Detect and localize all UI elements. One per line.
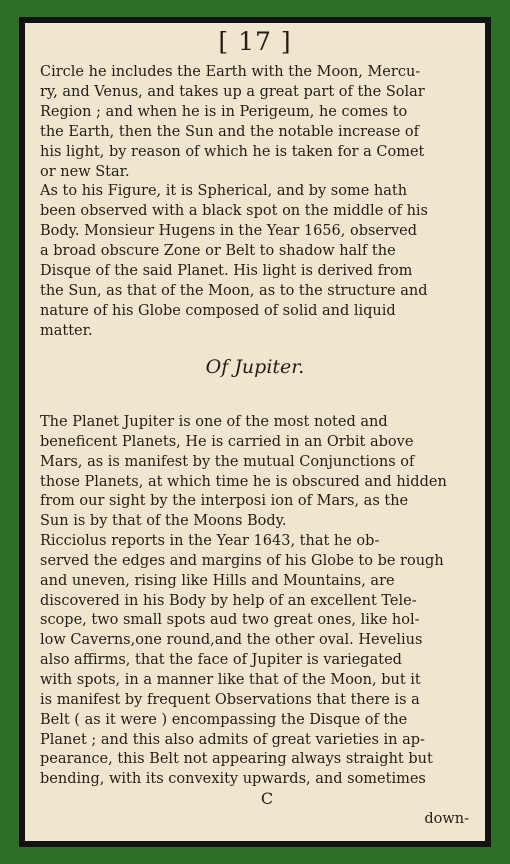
text-line: Sun is by that of the Moons Body. [40,513,287,530]
text-line: Circle he includes the Earth with the Moon, Mercu- [40,64,421,80]
text-line: scope, two small spots aud two great ones, like hol- [40,612,420,629]
text-line: or new Star. [40,163,130,180]
text-line: also affirms, that the face of Jupiter is variegated [40,652,402,669]
text-line: from our sight by the interposi ion of Mars, as the [40,493,409,510]
text-line: Body. Monsieur Hugens in the Year 1656, observed [40,223,417,240]
text-line: Region ; and when he is in Perigeum, he comes to [40,103,408,120]
text-line: beneficent Planets, He is carried in an Orbit above [40,433,414,450]
text-line: the Sun, as that of the Moon, as to the structure and [40,282,428,299]
text-line: bending, with its convexity upwards, and sometimes [40,771,426,788]
catchword: down- [424,811,469,827]
text-line: The Planet Jupiter is one of the most noted and [40,414,388,430]
text-line: his light, by reason of which he is taken for a Comet [40,143,425,160]
text-line: matter. [40,322,93,339]
page-number: [ 17 ] [218,27,292,56]
text-line: As to his Figure, it is Spherical, and by some hath [40,183,408,200]
text-line: Disque of the said Planet. His light is derived from [40,263,413,280]
text-line: Planet ; and this also admits of great varieties in ap- [40,731,425,748]
text-line: a broad obscure Zone or Belt to shadow half the [40,243,396,260]
text-line: the Earth, then the Sun and the notable increase of [40,123,420,140]
text-line: Mars, as is manifest by the mutual Conjunctions of [40,453,415,470]
text-line: been observed with a black spot on the middle of his [40,203,429,220]
text-line: low Caverns,one round,and the other oval. Hevelius [40,632,423,649]
text-line: pearance, this Belt not appearing always straight but [40,751,433,768]
text-line: is manifest by frequent Observations that there is a [40,691,420,708]
text-line: nature of his Globe composed of solid and liquid [40,302,396,319]
text-line: discovered in his Body by help of an excellent Tele- [40,592,417,609]
section-heading: Of Jupiter. [205,356,305,378]
paragraph-block-jupiter [40,413,470,790]
text-line: Belt ( as it were ) encompassing the Disque of the [40,711,408,728]
text-line: those Planets, at which time he is obscured and hidden [40,473,447,490]
text-line: with spots, in a manner like that of the Moon, but it [40,671,421,688]
paragraph-block-mars [40,63,470,342]
text-line: served the edges and margins of his Globe to be rough [40,552,444,569]
text-line: ry, and Venus, and takes up a great part of the Solar [40,83,425,100]
text-line: and uneven, rising like Hills and Mountains, are [40,572,395,589]
signature-mark: C [260,789,274,808]
text-line: Ricciolus reports in the Year 1643, that he ob- [40,533,380,550]
book-page [25,23,485,841]
